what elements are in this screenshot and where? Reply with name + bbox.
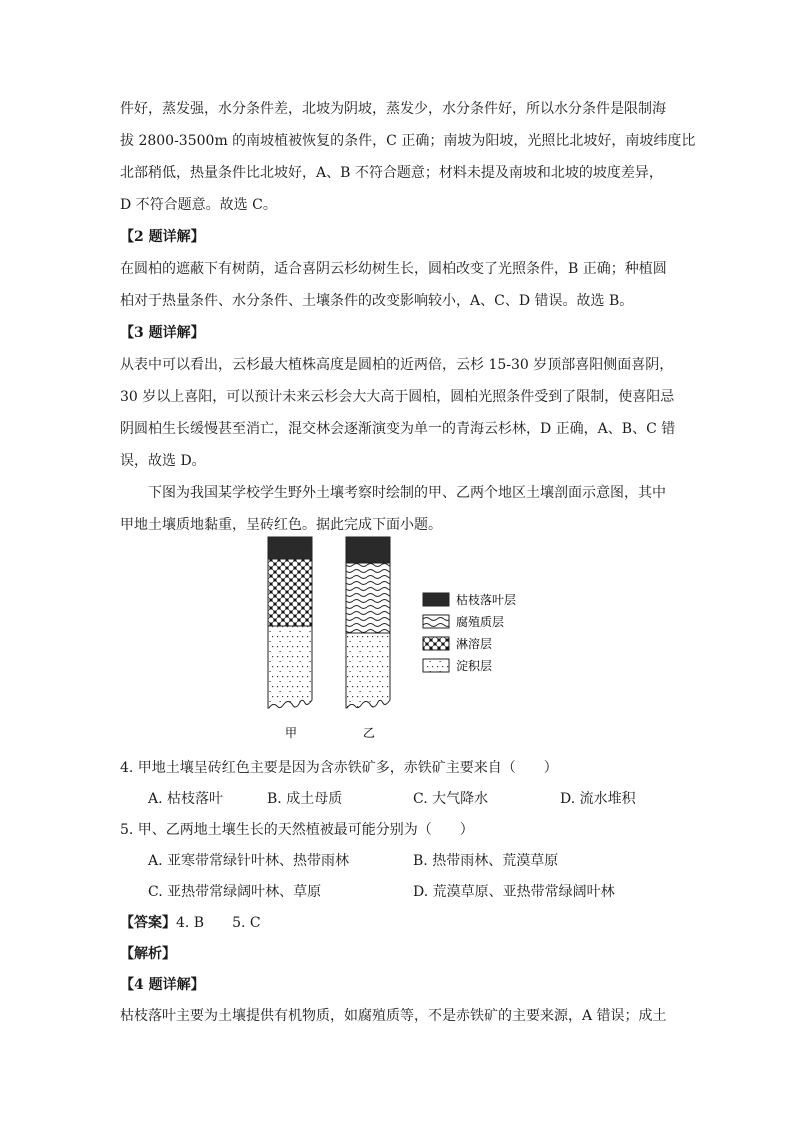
label-yi: 乙 — [362, 726, 376, 740]
profile-jia — [268, 537, 312, 708]
text-line: 甲地土壤质地黏重，呈砖红色。据此完成下面小题。 — [120, 517, 442, 533]
text-line: 在圆柏的遮蔽下有树荫，适合喜阴云杉幼树生长，圆柏改变了光照条件，B 正确；种植圆 — [120, 261, 667, 277]
profile-yi — [346, 537, 390, 708]
text-line: 件好，蒸发强，水分条件差，北坡为阴坡，蒸发少，水分条件好，所以水分条件是限制海 — [120, 101, 666, 117]
q4-heading: 【4 题详解】 — [120, 977, 205, 993]
q4-option-a[interactable]: A. 枯枝落叶 — [148, 791, 224, 807]
q4-option-d[interactable]: D. 流水堆积 — [560, 791, 636, 807]
text-line: 误，故选 D。 — [120, 453, 206, 469]
text-line: 从表中可以看出，云杉最大植株高度是圆柏的近两倍，云杉 15-30 岁顶部喜阳侧面喜阴， — [120, 357, 674, 373]
legend-item: 淀积层 — [456, 659, 493, 673]
legend-item: 枯枝落叶层 — [456, 593, 517, 607]
text-line: 下图为我国某学校学生野外土壤考察时绘制的甲、乙两个地区土壤剖面示意图，其中 — [148, 485, 666, 501]
q4-stem: 4. 甲地土壤呈砖红色主要是因为含赤铁矿多，赤铁矿主要来自（ ） — [120, 760, 558, 776]
text-line: 北部稍低，热量条件比北坡好，A、B 不符合题意；材料未提及南坡和北坡的坡度差异， — [120, 165, 663, 181]
text-line: 30 岁以上喜阳，可以预计未来云杉会大大高于圆柏，圆柏光照条件受到了限制，使喜阳忌 — [120, 389, 675, 405]
answer-text: 4. B 5. C — [176, 915, 261, 931]
text-line: 阴圆柏生长缓慢甚至消亡，混交林会逐渐演变为单一的青海云杉林，D 正确，A、B、C 错 — [120, 421, 676, 437]
legend-item: 淋溶层 — [456, 637, 493, 651]
q2-heading: 【2 题详解】 — [120, 229, 205, 245]
q5-option-c[interactable]: C. 亚热带常绿阔叶林、草原 — [148, 884, 322, 900]
label-jia: 甲 — [284, 726, 298, 740]
q5-option-b[interactable]: B. 热带雨林、荒漠草原 — [413, 853, 559, 869]
text-line: 拔 2800-3500m 的南坡植被恢复的条件，C 正确；南坡为阳坡，光照比北坡好，南坡纬度比 — [120, 133, 696, 149]
analysis-heading: 【解析】 — [120, 946, 176, 962]
soil-profile-figure — [255, 532, 545, 744]
text-line: 枯枝落叶主要为土壤提供有机物质，如腐殖质等，不是赤铁矿的主要来源，A 错误；成土 — [120, 1008, 667, 1024]
text-line: D 不符合题意。故选 C。 — [120, 197, 277, 213]
q4-option-b[interactable]: B. 成土母质 — [267, 791, 343, 807]
q3-heading: 【3 题详解】 — [120, 325, 205, 341]
q4-option-c[interactable]: C. 大气降水 — [413, 791, 489, 807]
legend-item: 腐殖质层 — [456, 615, 505, 629]
answer-label: 【答案】 — [120, 915, 176, 931]
q5-option-d[interactable]: D. 荒漠草原、亚热带常绿阔叶林 — [413, 884, 615, 900]
text-line: 柏对于热量条件、水分条件、土壤条件的改变影响较小，A、C、D 错误。故选 B。 — [120, 293, 634, 309]
q5-stem: 5. 甲、乙两地土壤生长的天然植被最可能分别为（ ） — [120, 822, 474, 838]
legend — [423, 592, 516, 673]
q5-option-a[interactable]: A. 亚寒带常绿针叶林、热带雨林 — [148, 853, 350, 869]
answer-line — [120, 913, 261, 933]
